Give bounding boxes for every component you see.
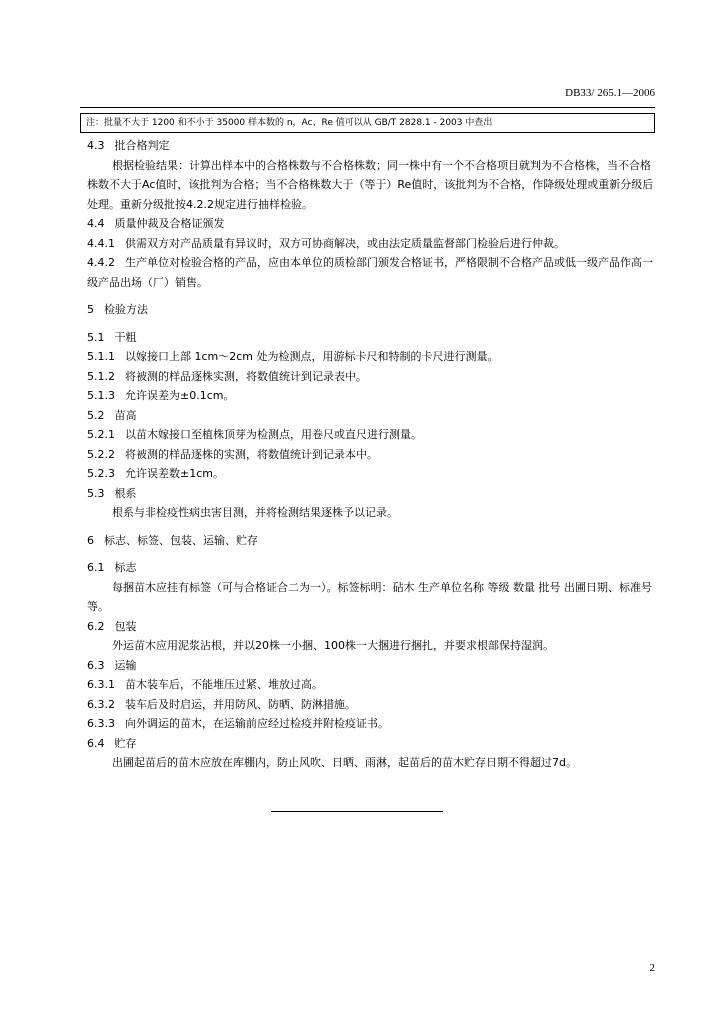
section-heading-5-3: 5.3 根系 <box>87 486 137 500</box>
clause-6-3-1: 6.3.1 苗木装车后，不能堆压过紧、堆放过高。 <box>87 678 323 691</box>
section-heading-6-4: 6.4 贮存 <box>87 736 137 750</box>
section-5-3-paragraph: 根系与非检疫性病虫害目测，并将检测结果逐株予以记录。 <box>112 506 398 519</box>
clause-5-1-2: 5.1.2 将被测的样品逐株实测，将数值统计到记录表中。 <box>87 369 367 383</box>
section-heading-6: 6 标志、标签、包装、运输、贮存 <box>87 533 258 547</box>
end-of-document-rule <box>271 811 443 812</box>
section-heading-5-1: 5.1 干粗 <box>87 330 137 344</box>
section-heading-5-2: 5.2 苗高 <box>87 408 137 422</box>
clause-4-4-1: 4.4.1 供需双方对产品质量有异议时，双方可协商解决，或由法定质量监督部门检验后进行仲裁。 <box>87 236 565 250</box>
section-heading-6-3: 6.3 运输 <box>87 658 137 672</box>
document-code: DB33/ 265.1—2006 <box>565 87 655 99</box>
clause-6-3-3: 6.3.3 向外调运的苗木，在运输前应经过检疫并附检疫证书。 <box>87 717 389 730</box>
clause-5-1-1: 5.1.1 以嫁接口上部 1cm～2cm 处为检测点，用游标卡尺和特制的卡尺进行测量。 <box>87 350 499 363</box>
document-body <box>87 136 655 773</box>
clause-5-2-3: 5.2.3 允许误差数±1cm。 <box>87 467 224 480</box>
clause-4-4-2: 4.4.2 生产单位对检验合格的产品，应由本单位的质检部门颁发合格证书，严格限制不合格产品或低一级产品作高一级产品出场（厂）销售。 <box>87 256 653 289</box>
section-6-1-paragraph: 每捆苗木应挂有标签（可与合格证合二为一）。标签标明：砧木 生产单位名称 等级 数量 批号 出圃日期、标准号等。 <box>87 580 652 613</box>
section-heading-4-3: 4.3 批合格判定 <box>87 139 170 152</box>
clause-5-2-1: 5.2.1 以苗木嫁接口至植株顶芽为检测点，用卷尺或直尺进行测量。 <box>87 428 422 441</box>
section-heading-4-4: 4.4 质量仲裁及合格证颁发 <box>87 217 225 230</box>
section-4-3-paragraph: 根据检验结果：计算出样本中的合格株数与不合格株数；同一株中有一个不合格项目就判为不合格株，当不合格株数不大于Ac值时，该批判为合格；当不合格株数大于（等于）Re值时，该批判为不合格，作降级处理或重新分级后处理。重新分级批按4.2.2规定进行抽样检验。 <box>87 158 654 211</box>
section-heading-5: 5 检验方法 <box>87 303 148 316</box>
clause-6-3-2: 6.3.2 装车后及时启运，并用防风、防晒、防淋措施。 <box>87 697 356 711</box>
section-6-4-paragraph: 出圃起苗后的苗木应放在库棚内，防止风吹、日晒、雨淋，起苗后的苗木贮存日期不得超过7d。 <box>112 756 577 769</box>
table-note: 注：批量不大于 1200 和不小于 35000 样本数的 n，Ac、Re 值可以从 GB/T 2828.1 - 2003 中查出 <box>80 113 655 133</box>
page-number: 2 <box>649 962 655 974</box>
clause-5-2-2: 5.2.2 将被测的样品逐株的实测，将数值统计到记录本中。 <box>87 447 378 461</box>
clause-5-1-3: 5.1.3 允许误差为±0.1cm。 <box>87 389 235 402</box>
section-6-2-paragraph: 外运苗木应用泥浆沾根，并以20株一小捆、100株一大捆进行捆扎，并要求根部保持湿润。 <box>112 639 554 652</box>
section-heading-6-2: 6.2 包装 <box>87 619 137 633</box>
section-heading-6-1: 6.1 标志 <box>87 561 137 574</box>
header-divider <box>80 107 655 108</box>
